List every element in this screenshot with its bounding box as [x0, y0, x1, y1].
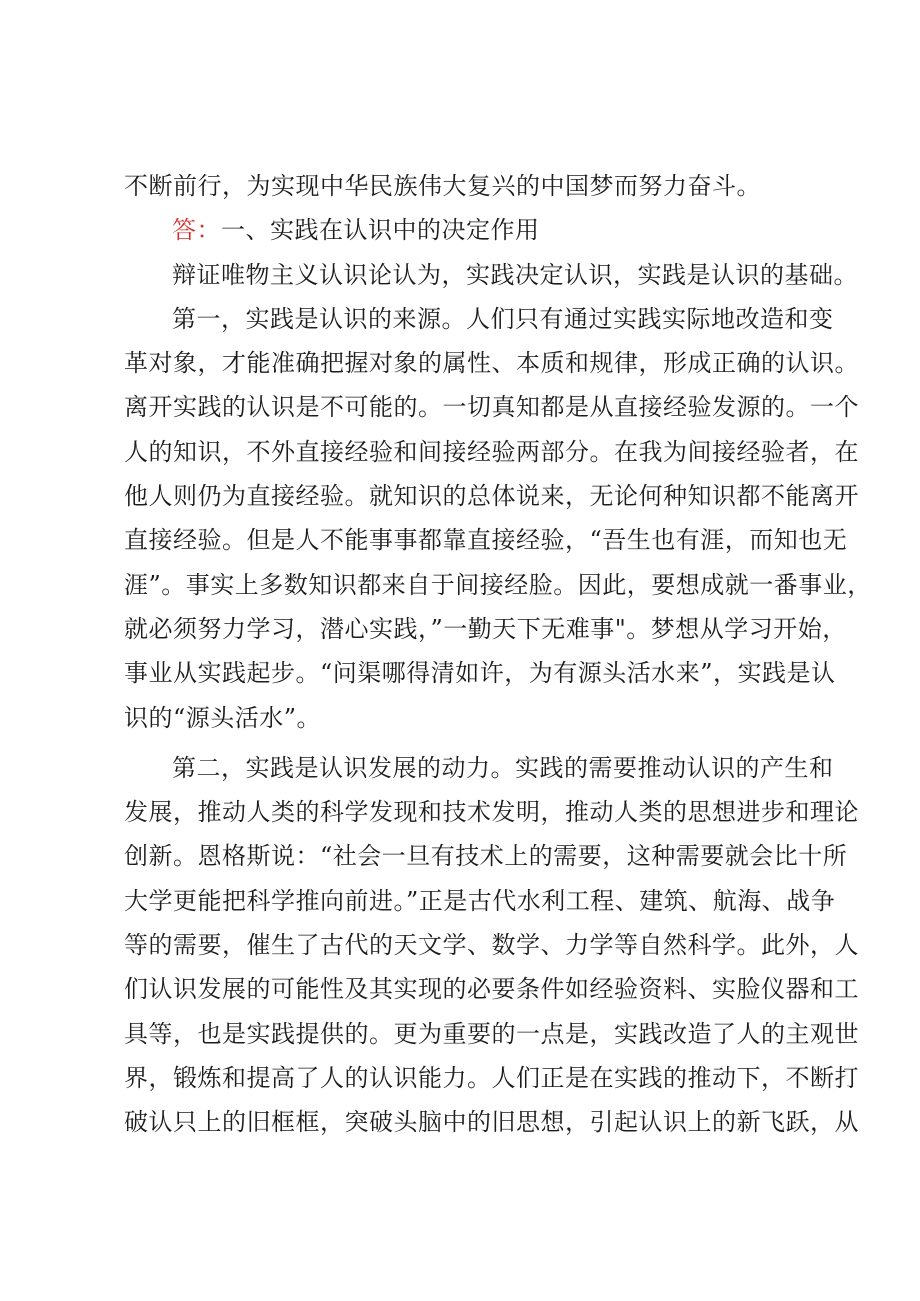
paragraph-2 — [124, 746, 859, 1145]
paragraph-line: 大学更能把科学推向前进。”正是古代水利工程、建筑、航海、战争 — [124, 886, 836, 915]
paragraph-line: 涯”。事实上多数知识都来自于间接经脸。因此，要想成就一番事业， — [124, 570, 872, 599]
document-body — [124, 164, 872, 1145]
paragraph-line: 事业从实践起步。“问渠哪得清如许，为有源头活水来”，实践是认 — [124, 659, 836, 688]
paragraph-line: 直接经验。但是人不能事事都靠直接经验，“吾生也有涯，而知也无 — [124, 526, 848, 555]
paragraph-line: 界，锻炼和提高了人的认识能力。人们正是在实践的推动下，不断打 — [124, 1063, 859, 1092]
paragraph-line: 等的需要，催生了古代的天文学、数学、力学等自然科学。此外，人 — [124, 931, 859, 960]
paragraph-line: 们认识发展的可能性及其实现的必要条件如经验资料、实脸仪器和工 — [124, 975, 859, 1004]
paragraph-line: 第二，实践是认识发展的动力。实践的需要推动认识的产生和 — [172, 753, 834, 782]
answer-label: 答： — [172, 216, 221, 245]
paragraph-line: 第一，实践是认识的来源。人们只有通过实践实际地改造和变 — [172, 304, 834, 333]
paragraph-line: 创新。恩格斯说：“社会一旦有技术上的需要，这种需要就会比十所 — [124, 842, 848, 871]
paragraph-line: 离开实践的认识是不可能的。一切真知都是从直接经验发源的。一个 — [124, 393, 859, 422]
paragraph-line: 他人则仍为直接经验。就知识的总体说来，无论何种知识都不能离开 — [124, 482, 859, 511]
answer-heading-line — [124, 208, 824, 252]
paragraph-line: 人的知识，不外直接经验和间接经验两部分。在我为间接经验者，在 — [124, 437, 859, 466]
paragraph-line: 就必须努力学习，潜心实践，”一勤天下无难事"。梦想从学习开始， — [124, 614, 847, 643]
paragraph-line: 发展，推动人类的科学发现和技术发明，推动人类的思想进步和理论 — [124, 798, 859, 827]
paragraph-1 — [124, 297, 872, 740]
paragraph-line: 破认只上的旧框框，突破头脑中的旧思想，引起认识上的新飞跃，从 — [124, 1108, 859, 1137]
intro-line: 辩证唯物主义认识论认为，实践决定认识，实践是认识的基础。 — [172, 260, 858, 289]
paragraph-line: 革对象，才能准确把握对象的属性、本质和规律，形成正确的认识。 — [124, 349, 859, 378]
paragraph-line: 识的“源头活水”。 — [124, 703, 322, 732]
opening-line: 不断前行，为实现中华民族伟大复兴的中国梦而努力奋斗。 — [124, 172, 761, 200]
paragraph-line: 具等，也是实践提供的。更为重要的一点是，实践改造了人的主观世 — [124, 1019, 859, 1048]
answer-heading: 一、实践在认识中的决定作用 — [221, 216, 540, 245]
